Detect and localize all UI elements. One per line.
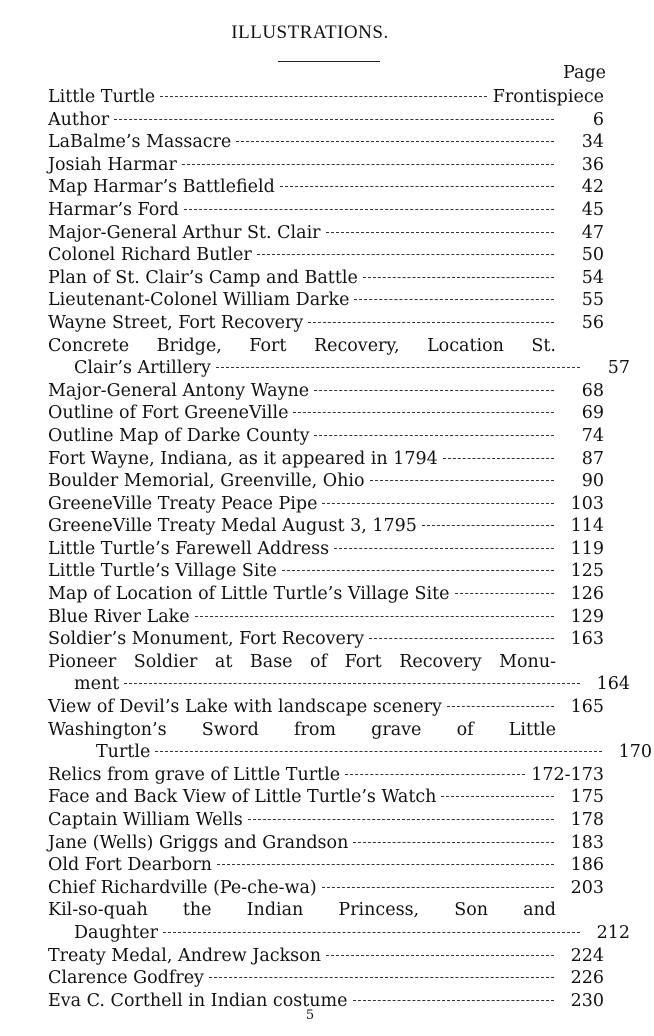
illustration-entry <box>48 244 606 267</box>
entry-title: Blue River Lake <box>48 606 190 627</box>
entry-line <box>48 877 606 900</box>
entry-title: Eva C. Corthell in Indian costume <box>48 990 348 1011</box>
entry-title: View of Devil’s Lake with landscape scenery <box>48 697 442 718</box>
entry-line <box>48 945 606 968</box>
entry-title: GreeneVille Treaty Peace Pipe <box>48 493 318 514</box>
entry-title: LaBalme’s Massacre <box>48 132 232 153</box>
entry-page-number: 114 <box>570 516 604 537</box>
entry-line <box>48 244 606 267</box>
entry-page-number: 178 <box>570 810 604 830</box>
illustration-entry <box>48 967 606 990</box>
entry-title: Turtle <box>96 742 151 763</box>
entry-page-number: 74 <box>581 425 604 446</box>
entry-line <box>48 470 606 493</box>
illustration-entry <box>48 583 606 606</box>
entry-line <box>48 154 606 177</box>
entry-title: Soldier’s Monument, Fort Recovery <box>48 629 365 650</box>
entry-page-number: 34 <box>581 132 604 153</box>
illustrations-list <box>48 86 652 1012</box>
entry-line <box>48 696 606 719</box>
illustration-entry <box>48 176 606 199</box>
dotted-leader <box>447 706 554 707</box>
entry-page-number: 55 <box>581 290 604 311</box>
entry-title-first-line: Concrete Bridge, Fort Recovery, Location St. <box>48 335 556 356</box>
dotted-leader <box>282 570 554 571</box>
dotted-leader <box>155 751 602 752</box>
entry-title: Plan of St. Clair’s Camp and Battle <box>48 267 358 288</box>
entry-title: Outline of Fort GreeneVille <box>48 403 289 424</box>
entry-page-number: 69 <box>581 403 604 424</box>
dotted-leader <box>114 119 554 120</box>
illustration-entry <box>48 651 630 696</box>
entry-page-number: 165 <box>570 697 604 718</box>
page-title: ILLUSTRATIONS. <box>231 22 389 43</box>
entry-title: Clair’s Artillery <box>74 358 211 379</box>
illustration-entry <box>48 380 606 403</box>
illustration-entry <box>48 628 606 651</box>
illustration-entry <box>48 86 606 109</box>
entry-page-number: 42 <box>581 177 604 198</box>
entry-page-number: 54 <box>581 267 604 288</box>
illustration-entry <box>48 335 630 380</box>
entry-line <box>48 628 606 651</box>
dotted-leader <box>184 209 554 210</box>
entry-line <box>48 176 606 199</box>
dotted-leader <box>345 774 525 775</box>
entry-title-first-line: Kil-so-quah the Indian Princess, Son and <box>48 900 556 921</box>
illustration-entry <box>48 538 606 561</box>
entry-line <box>48 741 654 764</box>
entry-line <box>48 493 606 516</box>
entry-title: Fort Wayne, Indiana, as it appeared in 1794 <box>48 448 438 469</box>
entry-title: Little Turtle <box>48 87 156 107</box>
entry-line <box>48 515 606 538</box>
entry-title-first-line: Washington’s Sword from grave of Little <box>48 719 556 740</box>
entry-title: Clarence Godfrey <box>48 968 204 989</box>
entry-page-number: 36 <box>581 154 604 175</box>
dotted-leader <box>236 141 554 142</box>
entry-title: Face and Back View of Little Turtle’s Watch <box>48 787 437 808</box>
entry-title: Major-General Arthur St. Clair <box>48 222 321 243</box>
entry-title: GreeneVille Treaty Medal August 3, 1795 <box>48 516 417 537</box>
entry-line <box>48 583 606 606</box>
entry-line <box>48 357 632 380</box>
entry-page-number: 56 <box>581 312 604 333</box>
entry-line <box>48 764 606 787</box>
dotted-leader <box>216 367 580 368</box>
illustration-entry <box>48 786 606 809</box>
entry-line <box>48 86 606 109</box>
dotted-leader <box>308 322 554 323</box>
dotted-leader <box>182 164 554 165</box>
entry-line <box>48 199 606 222</box>
entry-line <box>48 967 606 990</box>
entry-page-number: 90 <box>581 471 604 492</box>
illustration-entry <box>48 267 606 290</box>
dotted-leader <box>369 638 554 639</box>
page-number: 5 <box>305 1008 315 1023</box>
illustration-entry <box>48 832 606 855</box>
entry-line <box>48 267 606 290</box>
illustration-entry <box>48 560 606 583</box>
entry-line <box>48 312 606 335</box>
dotted-leader <box>443 458 554 459</box>
illustration-entry <box>48 425 606 448</box>
illustration-entry <box>48 154 606 177</box>
illustration-entry <box>48 131 606 154</box>
dotted-leader <box>195 616 554 617</box>
dotted-leader <box>160 96 487 97</box>
dotted-leader <box>124 683 580 684</box>
entry-title: Chief Richardville (Pe-che-wa) <box>48 877 317 898</box>
illustration-entry <box>48 899 630 944</box>
dotted-leader <box>455 593 554 594</box>
dotted-leader <box>353 1000 554 1001</box>
entry-page-number: 6 <box>592 109 604 130</box>
illustration-entry <box>48 696 606 719</box>
entry-page-number: 87 <box>581 448 604 469</box>
entry-title: Major-General Antony Wayne <box>48 380 310 401</box>
entry-title: Outline Map of Darke County <box>48 425 310 446</box>
dotted-leader <box>314 390 554 391</box>
illustration-entry <box>48 402 606 425</box>
entry-title: Map Harmar’s Battlefield <box>48 177 275 198</box>
entry-line <box>48 222 606 245</box>
illustration-entry <box>48 854 606 877</box>
entry-page-number: 163 <box>570 629 604 650</box>
illustration-entry <box>48 448 606 471</box>
entry-title-first-line: Pioneer Soldier at Base of Fort Recovery Monu- <box>48 651 556 672</box>
entry-page-number: 103 <box>570 493 604 514</box>
entry-line <box>48 402 606 425</box>
illustration-entry <box>48 222 606 245</box>
illustration-entry <box>48 199 606 222</box>
entry-title: Little Turtle’s Farewell Address <box>48 538 330 559</box>
entry-page-number: 57 <box>607 358 630 379</box>
entry-line <box>48 922 632 945</box>
entry-line <box>48 448 606 471</box>
dotted-leader <box>257 254 554 255</box>
entry-page-number: 212 <box>596 922 630 943</box>
entry-title: Relics from grave of Little Turtle <box>48 764 341 785</box>
entry-page-number: 175 <box>570 787 604 808</box>
illustration-entry <box>48 312 606 335</box>
entry-title: Harmar’s Ford <box>48 199 179 220</box>
dotted-leader <box>370 480 554 481</box>
entry-line <box>48 538 606 561</box>
entry-line <box>48 809 606 832</box>
dotted-leader <box>314 435 554 436</box>
entry-page-number: 164 <box>596 674 630 695</box>
entry-line <box>48 854 606 877</box>
entry-page-number: 186 <box>570 855 604 876</box>
illustration-entry <box>48 877 606 900</box>
dotted-leader <box>354 299 554 300</box>
page-column-header: Page <box>563 63 606 83</box>
dotted-leader <box>217 864 554 865</box>
entry-line <box>48 131 606 154</box>
illustration-entry <box>48 109 606 132</box>
entry-line <box>48 786 606 809</box>
entry-page-number: 170 <box>618 742 652 763</box>
dotted-leader <box>293 412 554 413</box>
entry-page-number: 203 <box>570 877 604 898</box>
entry-page-number: 47 <box>581 222 604 243</box>
entry-page-number: 68 <box>581 380 604 401</box>
entry-line <box>48 832 606 855</box>
entry-title: Author <box>48 109 110 130</box>
entry-line <box>48 673 632 696</box>
entry-page-number: 129 <box>570 606 604 627</box>
dotted-leader <box>280 186 554 187</box>
dotted-leader <box>422 525 554 526</box>
entry-page-number: 119 <box>570 538 604 559</box>
dotted-leader <box>209 977 554 978</box>
entry-page-number: 183 <box>570 832 604 853</box>
dotted-leader <box>441 796 554 797</box>
illustration-entry <box>48 606 606 629</box>
entry-title: ment <box>74 674 120 695</box>
entry-page-number: Frontispiece <box>492 87 604 107</box>
entry-title: Captain William Wells <box>48 810 243 830</box>
entry-page-number: 126 <box>570 584 604 605</box>
illustration-entry <box>48 945 606 968</box>
entry-line <box>48 289 606 312</box>
illustration-entry <box>48 493 606 516</box>
dotted-leader <box>353 842 554 843</box>
entry-page-number: 172-173 <box>531 764 604 785</box>
dotted-leader <box>322 503 554 504</box>
entry-title: Map of Location of Little Turtle’s Village Site <box>48 584 450 605</box>
illustration-entry <box>48 470 606 493</box>
entry-page-number: 45 <box>581 199 604 220</box>
entry-title: Little Turtle’s Village Site <box>48 561 277 582</box>
illustration-entry <box>48 809 606 832</box>
dotted-leader <box>334 548 554 549</box>
entry-line <box>48 560 606 583</box>
entry-title: Wayne Street, Fort Recovery <box>48 312 304 333</box>
entry-line <box>48 109 606 132</box>
entry-title: Jane (Wells) Griggs and Grandson <box>48 832 349 853</box>
dotted-leader <box>363 277 554 278</box>
dotted-leader <box>326 232 554 233</box>
entry-title: Daughter <box>74 922 158 943</box>
entry-page-number: 230 <box>570 990 604 1011</box>
dotted-leader <box>322 887 554 888</box>
entry-title: Colonel Richard Butler <box>48 245 252 266</box>
illustration-entry <box>48 764 606 787</box>
entry-title: Treaty Medal, Andrew Jackson <box>48 945 321 966</box>
dotted-leader <box>326 955 554 956</box>
entry-page-number: 125 <box>570 561 604 582</box>
title-rule <box>278 61 380 62</box>
entry-page-number: 50 <box>581 245 604 266</box>
entry-page-number: 226 <box>570 968 604 989</box>
illustration-entry <box>48 515 606 538</box>
illustration-entry <box>48 289 606 312</box>
entry-title: Boulder Memorial, Greenville, Ohio <box>48 471 365 492</box>
entry-title: Josiah Harmar <box>48 154 177 175</box>
dotted-leader <box>163 932 580 933</box>
entry-page-number: 224 <box>570 945 604 966</box>
entry-title: Lieutenant-Colonel William Darke <box>48 290 350 311</box>
entry-line <box>48 425 606 448</box>
entry-title: Old Fort Dearborn <box>48 855 212 876</box>
entry-line <box>48 606 606 629</box>
illustration-entry <box>48 719 652 764</box>
dotted-leader <box>248 819 554 820</box>
entry-line <box>48 380 606 403</box>
